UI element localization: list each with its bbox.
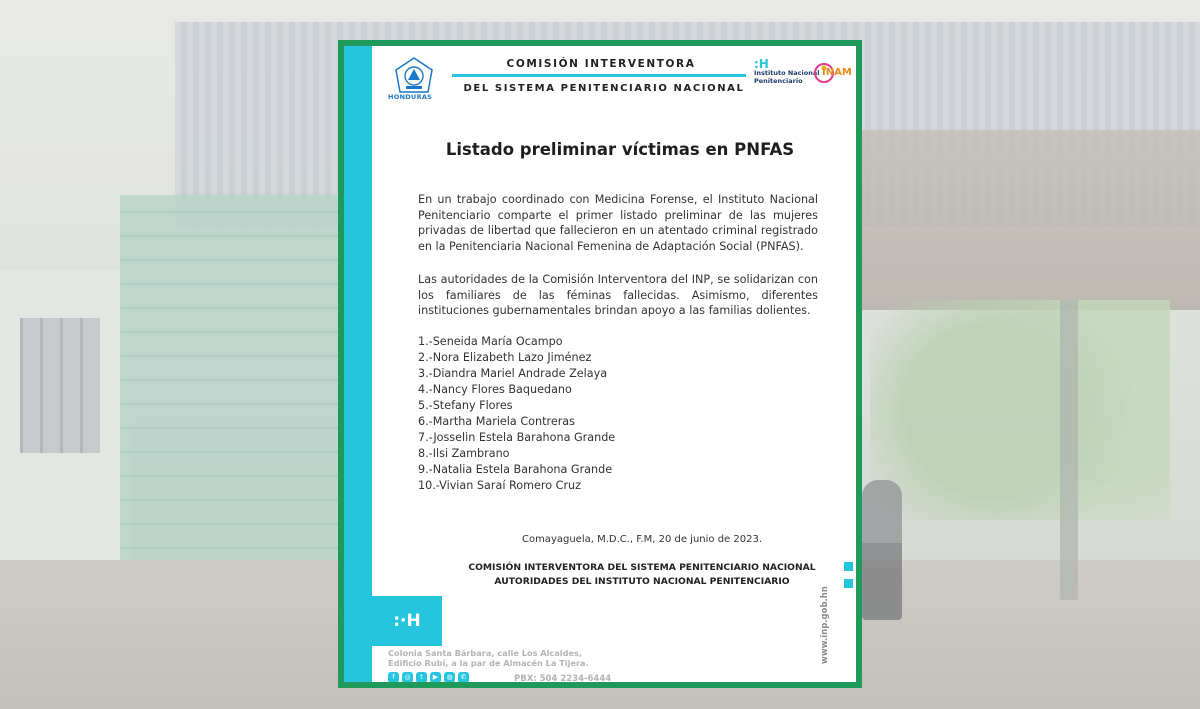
social-icons: [388, 672, 469, 682]
left-accent-bar: [344, 46, 372, 682]
facebook-icon[interactable]: f: [388, 672, 399, 682]
inp-name-line2: Penitenciario: [754, 76, 803, 85]
accent-square: [844, 562, 853, 571]
instagram-icon[interactable]: ◎: [402, 672, 413, 682]
list-item: 5.-Stefany Flores: [418, 399, 513, 412]
document-title: Listado preliminar víctimas en PNFAS: [445, 140, 795, 159]
header-divider: [452, 74, 746, 77]
list-item: 3.-Diandra Mariel Andrade Zelaya: [418, 367, 608, 380]
list-item: 1.-Seneida María Ocampo: [418, 335, 563, 348]
accent-square: [844, 579, 853, 588]
header-title-line1: COMISIÓN INTERVENTORA: [506, 58, 696, 70]
website-link[interactable]: www.inp.gob.hn: [820, 586, 830, 664]
inp-name-line1: Instituto Nacional: [754, 69, 820, 77]
whatsapp-icon[interactable]: ✆: [458, 672, 469, 682]
place-and-date: Comayaguela, M.D.C., F.M, 20 de junio de 2023.: [521, 534, 763, 545]
document-page: [344, 46, 856, 682]
side-accent-squares: [844, 562, 854, 596]
twitter-icon[interactable]: t: [416, 672, 427, 682]
list-item: 8.-Ilsi Zambrano: [418, 447, 510, 460]
youtube-icon[interactable]: ▶: [430, 672, 441, 682]
footer-logo-block: :·H: [372, 596, 442, 646]
seal-label: HONDURAS: [388, 93, 433, 101]
footer-address: Colonia Santa Bárbara, calle Los Alcaldes, Edificio Rubí, a la par de Almacén La Tijera.: [388, 648, 589, 668]
paragraph-solidarity: Las autoridades de la Comisión Interventora del INP, se solidarizan con los familiares de las féminas fallecidas. Asimismo, diferentes instituciones gubernamentales brindan apoyo a las familias dolientes.: [418, 273, 818, 318]
signature-line1: COMISIÓN INTERVENTORA DEL SISTEMA PENITENCIARIO NACIONAL: [468, 562, 816, 573]
header-title-line2: DEL SISTEMA PENITENCIARIO NACIONAL: [463, 83, 745, 94]
list-item: 6.-Martha Mariela Contreras: [418, 415, 575, 428]
web-icon[interactable]: ◍: [444, 672, 455, 682]
footer-phone: PBX: 504 2234-6444: [514, 674, 612, 682]
document-frame: [338, 40, 862, 688]
inam-label: INAM: [822, 67, 852, 78]
signature-line2: AUTORIDADES DEL INSTITUTO NACIONAL PENITENCIARIO: [494, 576, 790, 587]
victims-list: [418, 334, 615, 494]
list-item: 2.-Nora Elizabeth Lazo Jiménez: [418, 351, 592, 364]
inp-mark: :H: [754, 57, 769, 71]
paragraph-intro: En un trabajo coordinado con Medicina Forense, el Instituto Nacional Penitenciario comparte el primer listado preliminar de las mujeres privadas de libertad que fallecieron en un atentado criminal registrado en la Penitenciaria Nacional Femenina de Adaptación Social (PNFAS).: [418, 193, 818, 253]
list-item: 7.-Josselin Estela Barahona Grande: [418, 431, 616, 444]
list-item: 10.-Vivian Saraí Romero Cruz: [418, 479, 582, 492]
list-item: 4.-Nancy Flores Baquedano: [418, 383, 572, 396]
list-item: 9.-Natalia Estela Barahona Grande: [418, 463, 613, 476]
